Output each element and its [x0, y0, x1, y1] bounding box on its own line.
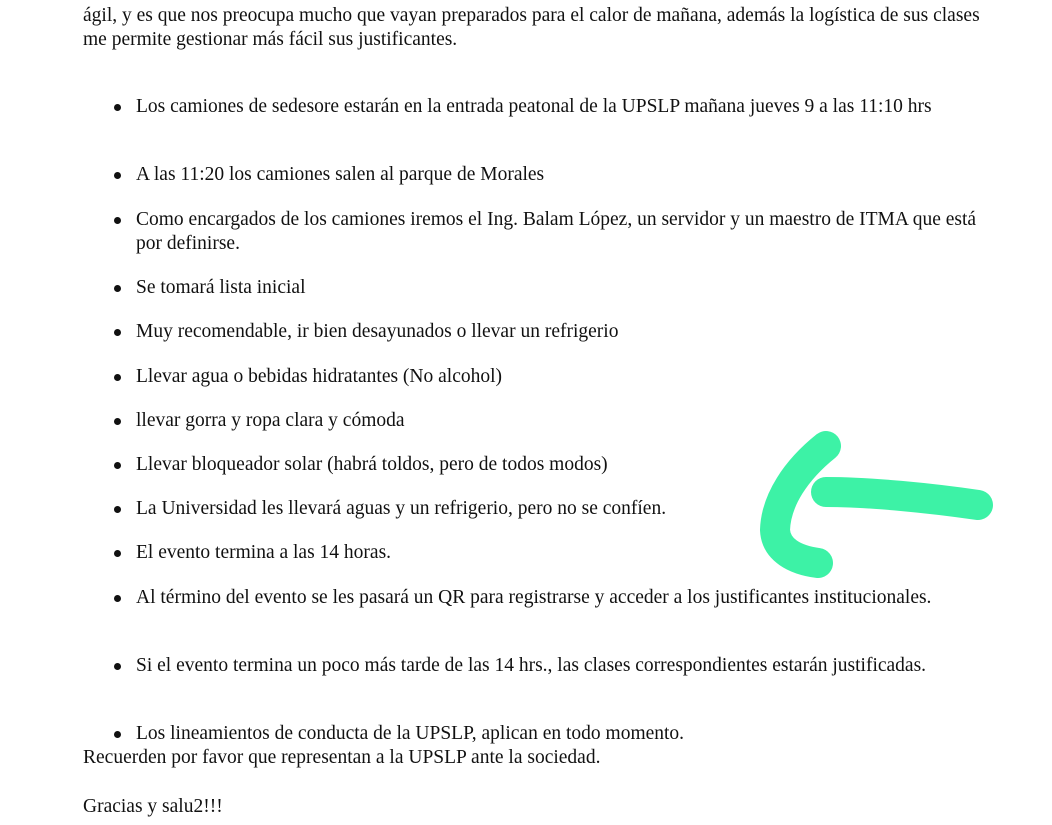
bullet-icon	[114, 418, 121, 425]
bullet-icon	[114, 595, 121, 602]
closing-thanks: Gracias y salu2!!!	[83, 796, 223, 817]
bullet-icon	[114, 104, 121, 111]
bullet-icon	[114, 663, 121, 670]
bullet-icon	[114, 329, 121, 336]
list-item: Llevar agua o bebidas hidratantes (No alcohol)	[136, 365, 1006, 389]
list-item: A las 11:20 los camiones salen al parque de Morales	[136, 163, 1006, 187]
bullet-icon	[114, 731, 121, 738]
list-item: Al término del evento se les pasará un QR para registrarse y acceder a los justificantes institucionales.	[136, 586, 1006, 610]
list-item: Llevar bloqueador solar (habrá toldos, pero de todos modos)	[136, 453, 1006, 477]
list-item: El evento termina a las 14 horas.	[136, 541, 1006, 565]
list-item: Se tomará lista inicial	[136, 276, 1006, 300]
closing-reminder: Recuerden por favor que representan a la UPSLP ante la sociedad.	[83, 747, 601, 768]
bullet-icon	[114, 285, 121, 292]
list-item: llevar gorra y ropa clara y cómoda	[136, 409, 1006, 433]
bullet-icon	[114, 550, 121, 557]
list-item: Los lineamientos de conducta de la UPSLP, aplican en todo momento.	[136, 722, 1006, 746]
bullet-icon	[114, 217, 121, 224]
list-item: Los camiones de sedesore estarán en la entrada peatonal de la UPSLP mañana jueves 9 a las 11:10 hrs	[136, 95, 1006, 119]
bullet-icon	[114, 506, 121, 513]
list-item: Como encargados de los camiones iremos el Ing. Balam López, un servidor y un maestro de ITMA que está por definirse.	[136, 208, 1006, 256]
bullet-icon	[114, 462, 121, 469]
intro-paragraph: ágil, y es que nos preocupa mucho que vayan preparados para el calor de mañana, además la logística de sus clases me permite gestionar más fácil sus justificantes.	[83, 5, 980, 50]
bullet-icon	[114, 172, 121, 179]
list-item: Si el evento termina un poco más tarde de las 14 hrs., las clases correspondientes estarán justificadas.	[136, 654, 1006, 678]
list-item: La Universidad les llevará aguas y un refrigerio, pero no se confíen.	[136, 497, 1006, 521]
bullet-icon	[114, 374, 121, 381]
list-item: Muy recomendable, ir bien desayunados o llevar un refrigerio	[136, 320, 1006, 344]
